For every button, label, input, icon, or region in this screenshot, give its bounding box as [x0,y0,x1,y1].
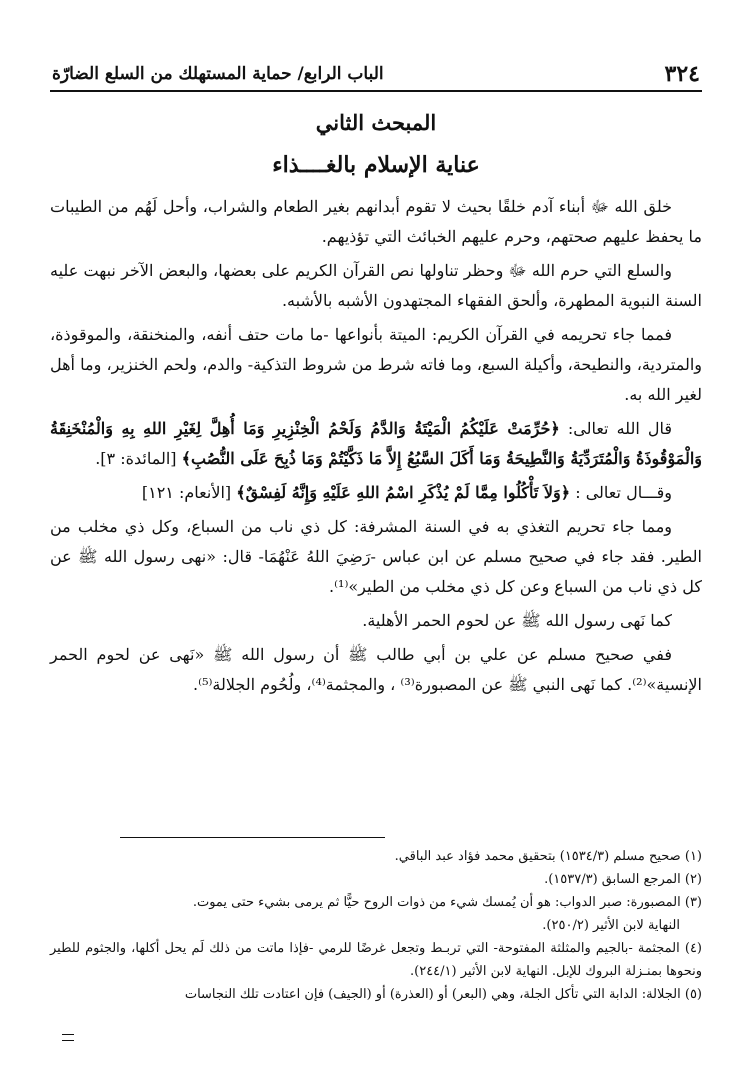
paragraph: خلق الله ﷻ أبناء آدم خلقًا بحيث لا تقوم أبدانهم بغير الطعام والشراب، وأحل لَهُم من الطيبات ما يحفظ عليهم صحتهم، وحرم عليهم الخبائث التي تؤذيهم. [50,197,702,246]
footnote-separator [120,837,385,838]
paragraph: ومما جاء تحريم التغذي به في السنة المشرفة: كل ذي ناب من السباع، وكل ذي مخلب من الطير. فقد جاء في صحيح مسلم عن ابن عباس -رَضِيَ اللهُ عَنْهُمَا- قال: «نهى رسول الله ﷺ عن كل ذي ناب من السباع وعن كل ذي مخلب من الطير»⁽¹⁾. [50,517,702,596]
paragraph: والسلع التي حرم الله ﷻ وحظر تناولها نص القرآن الكريم على بعضها، والبعض الآخر نبهت عليه السنة النبوية المطهرة، وألحق الفقهاء المجتهدون الأشبه بالأشبه. [50,261,702,310]
verse-paragraph [50,478,702,508]
footnote: (٥) الجلالة: الدابة التي تأكل الجلة، وهي (البعر) أو (العذرة) أو (الجيف) فإن اعتادت تلك النجاسات [184,987,702,1002]
running-title: الباب الرابع/ حماية المستهلك من السلع الضارّة [52,64,384,84]
verse-paragraph [50,414,702,474]
verse-reference: [الأنعام: ١٢١] [141,483,237,502]
footnote-continuation: النهاية لابن الأثير (٢٥٠/٢). [542,918,680,933]
body-text [50,192,702,704]
footnote: (١) صحيح مسلم (١٥٣٤/٣) بتحقيق محمد فؤاد عبد الباقي. [394,849,702,864]
quran-verse: ﴿وَلاَ تَأْكُلُوا مِمَّا لَمْ يُذْكَرِ اسْمُ اللهِ عَلَيْهِ وَإِنَّهُ لَفِسْقٌ﴾ [236,483,571,502]
footnotes [50,845,702,1006]
page-header [52,58,700,90]
footnote: (٤) المجثمة -بالجيم والمثلثة المفتوحة- التي تربـط وتجعل غرضًا للرمي -فإذا ماتت من ذلك لَم يحل أكلها، والجثوم للطير ونحوها بمنـزلة البروك للإبل. النهاية لابن الأثير (٢٤٤/١). [50,941,702,979]
header-rule [50,90,702,92]
chapter-title: عناية الإسلام بالغــــذاء [272,152,480,178]
section-title: المبحث الثاني [315,110,437,135]
verse-reference: [المائدة: ٣]. [95,449,182,468]
page-number: ٣٢٤ [664,61,700,87]
paragraph: ففي صحيح مسلم عن علي بن أبي طالب ﷺ أن رسول الله ﷺ «نَهى عن لحوم الحمر الإنسية»⁽²⁾. كما نَهى النبي ﷺ عن المصبورة⁽³⁾ ، والمجثمة⁽⁴⁾، ولُحُوم الجلالة⁽⁵⁾. [50,645,702,694]
quran-verse: ﴿حُرِّمَتْ عَلَيْكُمُ الْمَيْتَةُ وَالدَّمُ وَلَحْمُ الْخِنْزِيرِ وَمَا أُهِلَّ لِغَيْرِ اللهِ بِهِ وَالْمُنْخَنِقَةُ وَالْمَوْقُوذَةُ وَالْمُتَرَدِّيَةُ وَالنَّطِيحَةُ وَمَا أَكَلَ السَّبُعُ إِلاَّ مَا ذَكَّيْتُمْ وَمَا ذُبِحَ عَلَى النُّصُبِ﴾ [50,419,702,468]
footnote: (٢) المرجع السابق (١٥٣٧/٣). [544,872,702,887]
verse-intro: قال الله تعالى: [559,419,673,438]
continuation-mark [62,1034,74,1041]
footnote: (٣) المصبورة: صبر الدواب: هو أن يُمسك شيء من ذوات الروح حيًّا ثم يرمى بشيء حتى يموت. [192,895,702,910]
paragraph: كما نَهى رسول الله ﷺ عن لحوم الحمر الأهلية. [362,611,672,630]
verse-intro: وقـــال تعالى : [570,483,672,502]
paragraph: فمما جاء تحريمه في القرآن الكريم: الميتة بأنواعها -ما مات حتف أنفه، والمنخنقة، والموقوذة، والمتردية، والنطيحة، وأكيلة السبع، وما فاته شرط من شروط التذكية- والدم، ولحم الخنزير، وما أهل لغير الله به. [50,325,702,404]
